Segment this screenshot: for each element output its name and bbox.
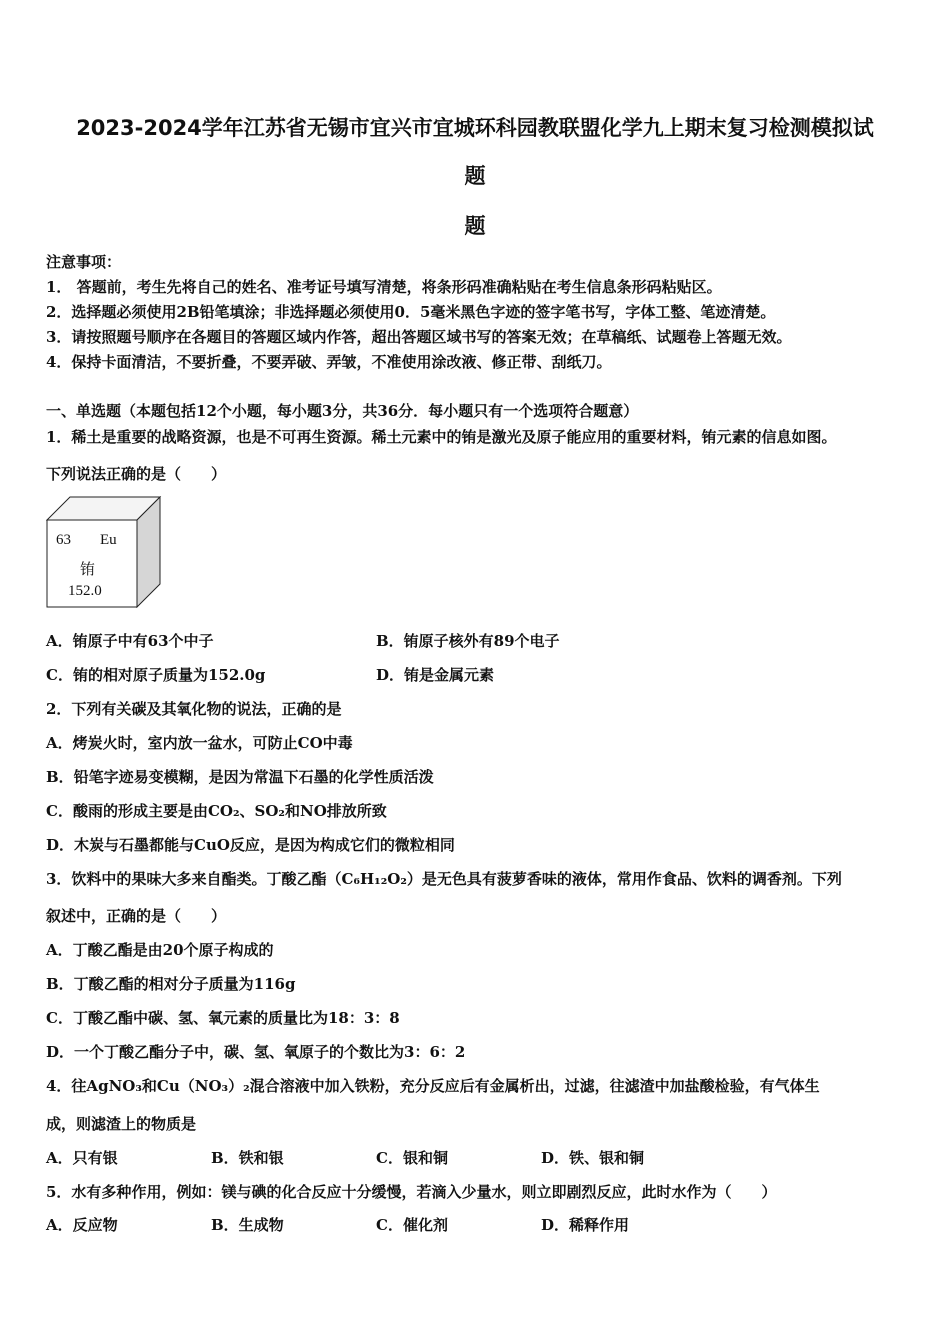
q4-option-a: A．只有银 bbox=[46, 1149, 118, 1167]
q1-option-b: B．铕原子核外有89个电子 bbox=[376, 632, 560, 650]
section-heading: 一、单选题（本题包括12个小题，每小题3分，共36分．每小题只有一个选项符合题意） bbox=[46, 402, 639, 420]
q4-option-d: D．铁、银和铜 bbox=[541, 1149, 645, 1167]
q4-option-b: B．铁和银 bbox=[211, 1149, 284, 1167]
element-atomic-number: 63 bbox=[56, 532, 71, 548]
q3-option-c: C．丁酸乙酯中碳、氢、氧元素的质量比为18：3：8 bbox=[46, 1009, 400, 1027]
notice-heading: 注意事项： bbox=[46, 253, 122, 271]
q5-option-a: A．反应物 bbox=[46, 1216, 118, 1234]
q4-option-c: C．银和铜 bbox=[376, 1149, 448, 1167]
q1-option-a: A．铕原子中有63个中子 bbox=[46, 632, 214, 650]
q5-stem: 5．水有多种作用，例如：镁与碘的化合反应十分缓慢，若滴入少量水，则立即剧烈反应，此时水作为（ ） bbox=[46, 1183, 777, 1201]
element-name: 铕 bbox=[80, 562, 96, 578]
q5-option-d: D．稀释作用 bbox=[541, 1216, 630, 1234]
notice-item-3: 3．请按照题号顺序在各题目的答题区域内作答，超出答题区域书写的答案无效；在草稿纸、试题卷上答题无效。 bbox=[46, 328, 792, 346]
q2-option-b: B．铅笔字迹易变模糊，是因为常温下石墨的化学性质活泼 bbox=[46, 768, 434, 786]
q3-option-b: B．丁酸乙酯的相对分子质量为116g bbox=[46, 975, 296, 993]
q5-option-c: C．催化剂 bbox=[376, 1216, 448, 1234]
q5-option-b: B．生成物 bbox=[211, 1216, 284, 1234]
q3-option-d: D．一个丁酸乙酯分子中，碳、氢、氧原子的个数比为3：6：2 bbox=[46, 1043, 466, 1061]
q2-stem: 2．下列有关碳及其氧化物的说法，正确的是 bbox=[46, 700, 342, 718]
q2-option-d: D．木炭与石墨都能与CuO反应，是因为构成它们的微粒相同 bbox=[46, 836, 455, 854]
q4-stem-line2: 成，则滤渣上的物质是 bbox=[46, 1115, 197, 1133]
q3-option-a: A．丁酸乙酯是由20个原子构成的 bbox=[46, 941, 274, 959]
element-card-frame bbox=[46, 496, 162, 608]
q3-stem-line2: 叙述中，正确的是（ ） bbox=[46, 907, 227, 925]
notice-item-1: 1． 答题前，考生先将自己的姓名、准考证号填写清楚，将条形码准确粘贴在考生信息条形码粘贴区。 bbox=[46, 278, 722, 296]
q1-option-d: D．铕是金属元素 bbox=[376, 666, 495, 684]
q3-stem-line1: 3．饮料中的果味大多来自酯类。丁酸乙酯（C₆H₁₂O₂）是无色具有菠萝香味的液体，常用作食品、饮料的调香剂。下列 bbox=[46, 870, 842, 888]
element-mass: 152.0 bbox=[68, 583, 102, 599]
notice-item-4: 4．保持卡面清洁，不要折叠，不要弄破、弄皱，不准使用涂改液、修正带、刮纸刀。 bbox=[46, 353, 612, 371]
page-title-line3: 题 bbox=[464, 214, 486, 238]
q2-option-a: A．烤炭火时，室内放一盆水，可防止CO中毒 bbox=[46, 734, 353, 752]
page-title-line1: 2023-2024学年江苏省无锡市宜兴市宜城环科园教联盟化学九上期末复习检测模拟试 bbox=[76, 116, 874, 140]
element-card bbox=[46, 496, 162, 608]
page-title-line2: 题 bbox=[464, 164, 486, 188]
q1-stem-line1: 1．稀土是重要的战略资源，也是不可再生资源。稀土元素中的铕是激光及原子能应用的重要材料，铕元素的信息如图。 bbox=[46, 428, 837, 446]
q1-option-c: C．铕的相对原子质量为152.0g bbox=[46, 666, 266, 684]
q4-stem-line1: 4．往AgNO₃和Cu（NO₃）₂混合溶液中加入铁粉，充分反应后有金属析出，过滤，往滤渣中加盐酸检验，有气体生 bbox=[46, 1077, 820, 1095]
q1-stem-line2: 下列说法正确的是（ ） bbox=[46, 465, 227, 483]
q2-option-c: C．酸雨的形成主要是由CO₂、SO₂和NO排放所致 bbox=[46, 802, 387, 820]
element-symbol: Eu bbox=[100, 532, 117, 548]
notice-item-2: 2．选择题必须使用2B铅笔填涂；非选择题必须使用0．5毫米黑色字迹的签字笔书写，字体工整、笔迹清楚。 bbox=[46, 303, 776, 321]
